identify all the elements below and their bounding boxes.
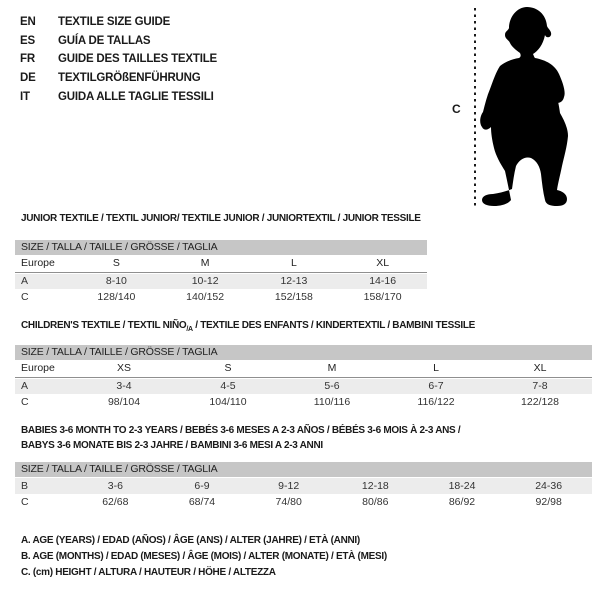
- row-label: C: [21, 396, 29, 408]
- table-cell: 110/116: [313, 396, 351, 408]
- table-cell: 12-18: [361, 480, 389, 492]
- table-cell: 8-10: [105, 275, 127, 287]
- table-cell: 4-5: [220, 380, 236, 392]
- row-label: A: [21, 275, 29, 287]
- row-label: A: [21, 380, 29, 392]
- table-cell: L: [290, 257, 297, 269]
- junior-section-title: JUNIOR TEXTILE / TEXTIL JUNIOR/ TEXTILE JUNIOR / JUNIORTEXTIL / JUNIOR TESSILE: [21, 213, 421, 224]
- table-cell: 140/152: [186, 291, 225, 303]
- language-label: TEXTILGRÖßENFÜHRUNG: [58, 72, 201, 85]
- children-title-sub: /A: [186, 326, 193, 333]
- table-cell: 74/80: [275, 496, 302, 508]
- children-title-pre: CHILDREN'S TEXTILE / TEXTIL NIÑO: [21, 320, 187, 331]
- language-row-fr: [20, 50, 217, 69]
- table-row-months: [15, 478, 592, 494]
- row-label: C: [21, 496, 29, 508]
- table-cell: XS: [116, 362, 131, 374]
- language-code: FR: [20, 53, 35, 66]
- language-code: DE: [20, 72, 36, 85]
- table-cell: 92/98: [535, 496, 562, 508]
- row-label: C: [21, 291, 29, 303]
- table-cell: 6-7: [428, 380, 444, 392]
- toddler-silhouette-icon: [470, 0, 600, 215]
- children-size-table: [15, 345, 592, 410]
- table-cell: M: [200, 257, 210, 269]
- height-measure-label: C: [452, 102, 461, 116]
- babies-section-title: [21, 424, 460, 453]
- table-cell: 5-6: [324, 380, 340, 392]
- language-row-de: [20, 69, 217, 88]
- table-cell: 128/140: [97, 291, 136, 303]
- table-cell: 158/170: [363, 291, 402, 303]
- language-list: [20, 13, 217, 107]
- size-header-bar: SIZE / TALLA / TAILLE / GRÖSSE / TAGLIA: [15, 462, 592, 477]
- table-cell: XL: [376, 257, 390, 269]
- children-section-title: [21, 319, 475, 338]
- table-cell: 6-9: [194, 480, 210, 492]
- table-cell: 62/68: [102, 496, 129, 508]
- table-row-age: [15, 274, 427, 289]
- language-row-it: [20, 88, 217, 107]
- table-cell: 9-12: [278, 480, 300, 492]
- language-code: EN: [20, 16, 36, 28]
- language-label: GUÍA DE TALLAS: [58, 34, 151, 47]
- table-cell: M: [327, 362, 337, 374]
- table-cell: 104/110: [209, 396, 247, 408]
- table-cell: 12-13: [280, 275, 308, 287]
- table-cell: 116/122: [417, 396, 455, 408]
- table-cell: 152/158: [274, 291, 313, 303]
- language-code: IT: [20, 90, 30, 103]
- language-row-es: [20, 32, 217, 51]
- children-title-post: / TEXTILE DES ENFANTS / KINDERTEXTIL / BAMBINI TESSILE: [192, 320, 476, 331]
- table-cell: 80/86: [362, 496, 389, 508]
- row-label: B: [21, 480, 29, 492]
- table-cell: 24-36: [535, 480, 563, 492]
- babies-title-line2: BABYS 3-6 MONATE BIS 2-3 JAHRE / BAMBINI 3-6 MESI A 2-3 ANNI: [21, 439, 323, 451]
- legend: [21, 533, 387, 581]
- table-cell: S: [112, 257, 120, 269]
- legend-line-b: B. AGE (MONTHS) / EDAD (MESES) / ÂGE (MOIS) / ALTER (MONATE) / ETÀ (MESI): [21, 551, 387, 562]
- babies-title-line1: BABIES 3-6 MONTH TO 2-3 YEARS / BEBÉS 3-6 MESES A 2-3 AÑOS / BÉBÉS 3-6 MOIS À 2-3 ANS /: [21, 425, 461, 436]
- table-row-height: [15, 494, 592, 510]
- size-header-bar: SIZE / TALLA / TAILLE / GRÖSSE / TAGLIA: [15, 240, 427, 255]
- table-cell: 10-12: [191, 275, 219, 287]
- table-cell: 86/92: [448, 496, 476, 508]
- table-cell: 122/128: [521, 396, 559, 408]
- table-row-height: [15, 394, 592, 410]
- table-row-height: [15, 289, 427, 305]
- table-cell: 3-6: [107, 480, 123, 492]
- language-row-en: [20, 13, 217, 32]
- row-label: Europe: [21, 257, 55, 269]
- language-code: ES: [20, 34, 35, 47]
- table-cell: 68/74: [188, 496, 216, 508]
- table-row-age: [15, 379, 592, 394]
- table-cell: 3-4: [116, 380, 132, 392]
- language-label: GUIDE DES TAILLES TEXTILE: [58, 53, 217, 66]
- table-cell: L: [433, 362, 439, 374]
- row-label: Europe: [21, 362, 55, 374]
- table-cell: XL: [533, 362, 547, 374]
- table-cell: 18-24: [448, 480, 476, 492]
- table-cell: S: [224, 362, 232, 374]
- legend-line-a: A. AGE (YEARS) / EDAD (AÑOS) / ÂGE (ANS) / ALTER (JAHRE) / ETÀ (ANNI): [21, 535, 360, 546]
- table-cell: 14-16: [369, 275, 397, 287]
- table-row-sizes: [15, 360, 592, 378]
- legend-line-c: C. (cm) HEIGHT / ALTURA / HAUTEUR / HÖHE / ALTEZZA: [21, 567, 276, 578]
- language-label: GUIDA ALLE TAGLIE TESSILI: [58, 90, 214, 103]
- table-row-sizes: [15, 255, 427, 273]
- language-label: TEXTILE SIZE GUIDE: [58, 16, 171, 28]
- babies-size-table: [15, 462, 592, 510]
- junior-size-table: [15, 240, 427, 305]
- table-cell: 98/104: [107, 396, 141, 408]
- table-cell: 7-8: [532, 380, 548, 392]
- size-header-bar: SIZE / TALLA / TAILLE / GRÖSSE / TAGLIA: [15, 345, 592, 360]
